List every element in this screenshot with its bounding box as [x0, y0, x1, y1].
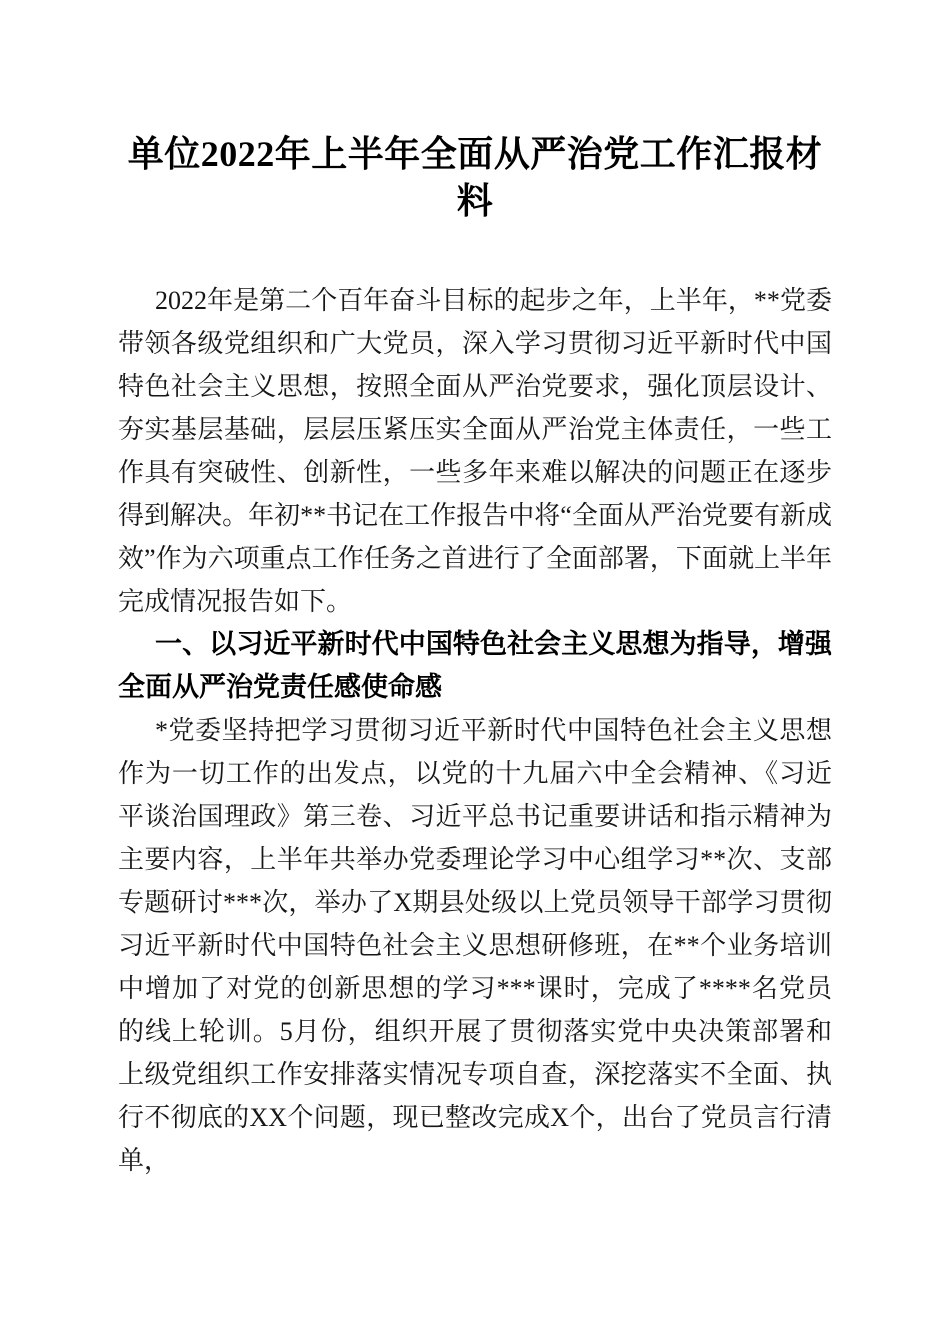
- section-1-heading: 一、以习近平新时代中国特色社会主义思想为指导，增强全面从严治党责任感使命感: [118, 629, 832, 702]
- document-title: 单位2022年上半年全面从严治党工作汇报材料: [127, 134, 823, 221]
- intro-paragraph: 2022年是第二个百年奋斗目标的起步之年，上半年，**党委带领各级党组织和广大党员，深入学习贯彻习近平新时代中国特色社会主义思想，按照全面从严治党要求，强化顶层设计、夯实基层基础，层层压紧压实全面从严治党主体责任，一些工作具有突破性、创新性，一些多年来难以解决的问题正在逐步得到解决。年初**书记在工作报告中将“全面从严治党要有新成效”作为六项重点工作任务之首进行了全面部署，下面就上半年完成情况报告如下。: [118, 286, 832, 616]
- section-1-paragraph: *党委坚持把学习贯彻习近平新时代中国特色社会主义思想作为一切工作的出发点，以党的十九届六中全会精神、《习近平谈治国理政》第三卷、习近平总书记重要讲话和指示精神为主要内容，上半年共举办党委理论学习中心组学习**次、支部专题研讨***次，举办了X期县处级以上党员领导干部学习贯彻习近平新时代中国特色社会主义思想研修班，在**个业务培训中增加了对党的创新思想的学习***课时，完成了****名党员的线上轮训。5月份，组织开展了贯彻落实党中央决策部署和上级党组织工作安排落实情况专项自查，深挖落实不全面、执行不彻底的XX个问题，现已整改完成X个，出台了党员言行清单，: [118, 716, 832, 1175]
- document-body: [118, 279, 832, 1182]
